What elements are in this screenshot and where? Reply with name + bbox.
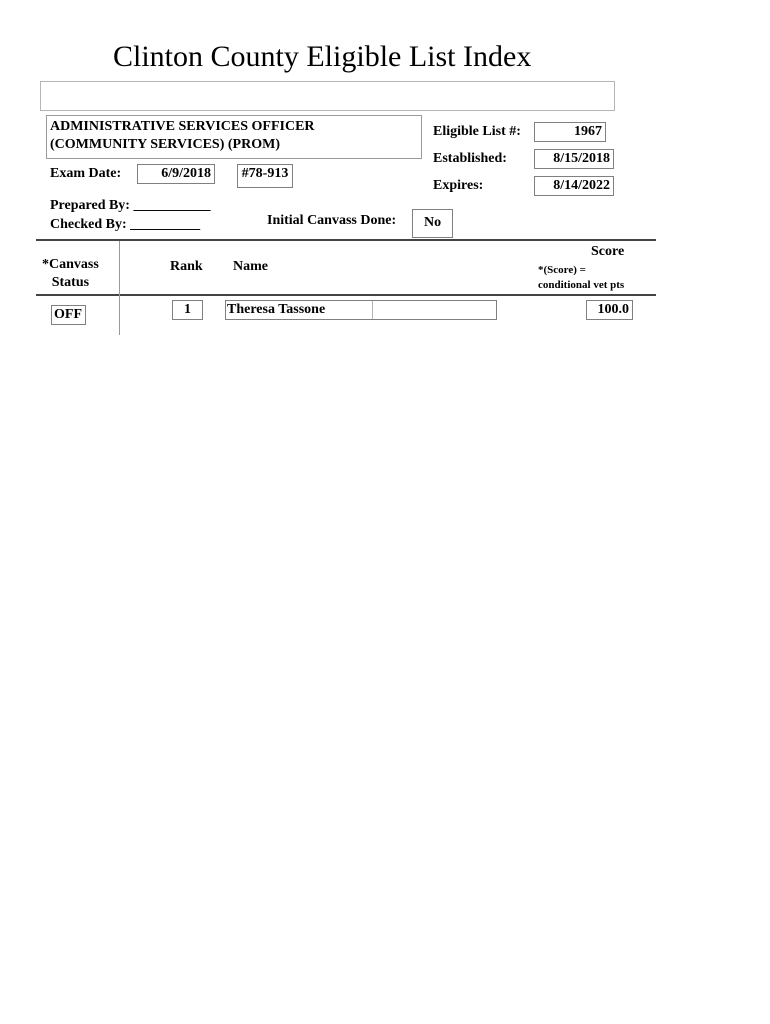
canvass-value-field: No (412, 209, 453, 238)
row-name: Theresa Tassone (225, 300, 497, 320)
exam-number-field: #78-913 (237, 164, 293, 188)
exam-date-field: 6/9/2018 (137, 164, 215, 184)
table-header-rule (36, 294, 656, 296)
established-date-field: 8/15/2018 (534, 149, 614, 169)
name-header: Name (233, 259, 268, 274)
score-header: Score (591, 244, 625, 259)
exam-date-label: Exam Date: (50, 166, 122, 181)
canvass-status-header-line2: Status (51, 275, 90, 290)
checked-by-line: __________ (130, 217, 201, 232)
job-title-line2: (COMMUNITY SERVICES) (PROM) (50, 137, 280, 152)
row-status: OFF (51, 305, 86, 325)
score-note-line1: *(Score) = (538, 264, 586, 276)
checked-by-label (50, 217, 200, 233)
canvass-status-header (42, 256, 99, 292)
row-rank: 1 (172, 300, 203, 320)
table-top-rule (36, 239, 656, 241)
job-title (50, 118, 315, 154)
table-column-divider (119, 241, 120, 335)
prepared-by-label (50, 198, 210, 214)
rank-header: Rank (170, 259, 203, 274)
page-title: Clinton County Eligible List Index (113, 40, 532, 73)
canvass-label: Initial Canvass Done: (267, 213, 397, 228)
score-note (538, 263, 624, 293)
eligible-list-label: Eligible List #: (433, 124, 521, 139)
expires-label: Expires: (433, 178, 484, 193)
checked-by-text: Checked By: (50, 217, 127, 232)
job-title-line1: ADMINISTRATIVE SERVICES OFFICER (50, 119, 315, 134)
prepared-by-line: ___________ (133, 198, 211, 213)
row-score: 100.0 (586, 300, 633, 320)
eligible-list-number-field: 1967 (534, 122, 606, 142)
established-label: Established: (433, 151, 507, 166)
header-blank-field (40, 81, 615, 111)
canvass-status-header-line1: *Canvass (42, 257, 99, 272)
prepared-by-text: Prepared By: (50, 198, 130, 213)
score-note-line2: conditional vet pts (538, 279, 625, 291)
expires-date-field: 8/14/2022 (534, 176, 614, 196)
row-name-divider (372, 301, 373, 319)
